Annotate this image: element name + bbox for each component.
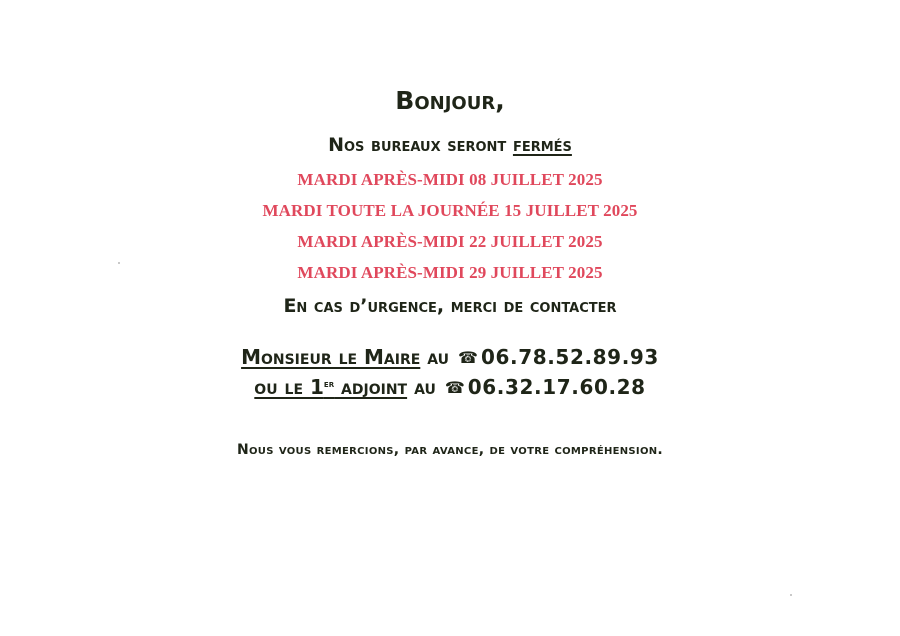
closure-date-4: MARDI APRÈS-MIDI 29 JUILLET 2025 (297, 263, 603, 282)
contact-mayor (0, 345, 900, 369)
intro-emphasis: fermés (512, 134, 572, 156)
contact-deputy-name (254, 375, 407, 399)
telephone-icon: ☎ (444, 378, 465, 397)
contact-deputy-name-prefix: ou le 1 (254, 375, 324, 399)
contact-deputy (0, 375, 900, 399)
contact-mayor-name: Monsieur le Maire (241, 345, 421, 369)
contact-deputy-au: au (414, 375, 436, 399)
scan-speck (118, 262, 120, 264)
telephone-icon: ☎ (458, 348, 478, 367)
contact-mayor-phone: 06.78.52.89.93 (480, 345, 659, 369)
closure-date-1: MARDI APRÈS-MIDI 08 JUILLET 2025 (297, 170, 603, 189)
closure-date-2: MARDI TOUTE LA JOURNÉE 15 JUILLET 2025 (262, 201, 638, 220)
scan-speck (790, 594, 792, 596)
greeting: Bonjour, (395, 86, 505, 115)
emergency-line: En cas d’urgence, merci de contacter (283, 295, 617, 317)
intro-line (0, 134, 900, 156)
contact-deputy-phone: 06.32.17.60.28 (467, 375, 646, 399)
closing-line: Nous vous remercions, par avance, de votre compréhension. (236, 442, 664, 458)
intro-prefix: Nos bureaux seront (328, 134, 507, 156)
contact-mayor-au: au (427, 345, 450, 369)
closure-date-3: MARDI APRÈS-MIDI 22 JUILLET 2025 (297, 232, 603, 251)
contact-deputy-name-suffix: adjoint (334, 375, 408, 399)
contact-deputy-name-sup: er (323, 379, 335, 390)
